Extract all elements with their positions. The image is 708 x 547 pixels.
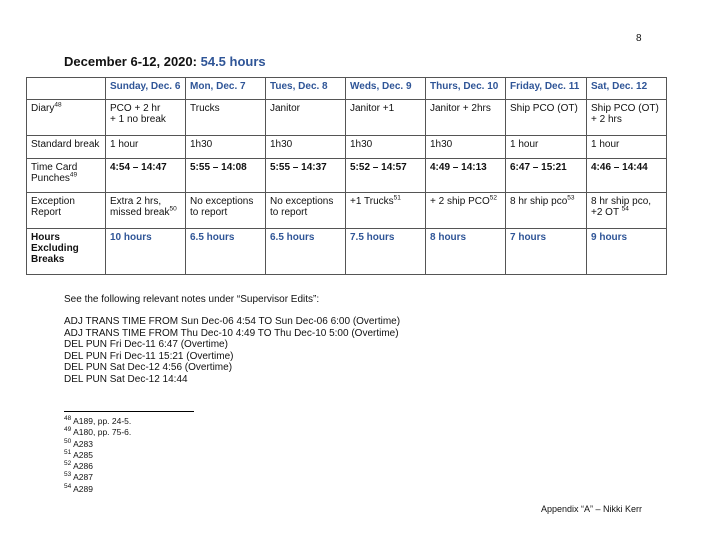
diary-cell: Trucks — [186, 100, 266, 136]
header-row — [27, 78, 667, 100]
footnote — [64, 450, 131, 461]
footnote-number: 48 — [64, 415, 72, 423]
exception-cell — [346, 193, 426, 229]
edit-line: DEL PUN Fri Dec-11 6:47 (Overtime) — [64, 339, 228, 350]
exception-text: 8 hr ship pco, +2 OT — [591, 196, 652, 218]
day-header: Weds, Dec. 9 — [346, 78, 426, 100]
exception-cell — [587, 193, 667, 229]
punch-cell: 5:55 – 14:37 — [266, 159, 346, 193]
weekly-schedule-table — [26, 77, 667, 275]
hours-cell: 6.5 hours — [186, 229, 266, 275]
exception-cell — [426, 193, 506, 229]
footnote — [64, 461, 131, 472]
footnote-ref: 50 — [169, 205, 177, 213]
hours-excluding-breaks-row — [27, 229, 667, 275]
hours-cell: 8 hours — [426, 229, 506, 275]
footnote-number: 50 — [64, 437, 72, 445]
hours-cell: 6.5 hours — [266, 229, 346, 275]
day-header: Friday, Dec. 11 — [506, 78, 587, 100]
exception-text: +1 Trucks — [350, 196, 394, 207]
exception-cell — [506, 193, 587, 229]
edit-line: ADJ TRANS TIME FROM Sun Dec-06 4:54 TO Sun Dec-06 6:00 (Overtime) — [64, 316, 401, 327]
page-number: 8 — [636, 33, 642, 44]
footnote-text: A285 — [73, 449, 93, 460]
page-footer: Appendix “A” – Nikki Kerr — [541, 504, 643, 514]
punch-cell: 4:46 – 14:44 — [587, 159, 667, 193]
footnote-text: A289 — [73, 483, 93, 494]
footnote-ref: 48 — [54, 101, 62, 109]
day-header: Tues, Dec. 8 — [266, 78, 346, 100]
break-cell: 1h30 — [266, 136, 346, 159]
footnote-text: A283 — [73, 438, 93, 449]
footnote — [64, 416, 131, 427]
day-header: Thurs, Dec. 10 — [426, 78, 506, 100]
punch-cell: 5:55 – 14:08 — [186, 159, 266, 193]
diary-cell: Ship PCO (OT) — [506, 100, 587, 136]
heading-total-hours: 54.5 hours — [200, 54, 266, 69]
time-card-row — [27, 159, 667, 193]
standard-break-row — [27, 136, 667, 159]
row-label-text: Time Card Punches — [31, 162, 78, 184]
page-heading — [64, 54, 266, 69]
punch-cell: 4:54 – 14:47 — [106, 159, 186, 193]
edit-line: DEL PUN Sat Dec-12 14:44 — [64, 373, 188, 385]
footnote-text: A286 — [73, 461, 93, 472]
diary-cell: Janitor +1 — [346, 100, 426, 136]
diary-cell: Janitor + 2hrs — [426, 100, 506, 136]
footnote-text: A287 — [73, 472, 93, 483]
hours-cell: 7 hours — [506, 229, 587, 275]
hours-cell: 7.5 hours — [346, 229, 426, 275]
footnote-separator — [64, 411, 194, 412]
row-label: Hours Excluding Breaks — [27, 229, 106, 275]
diary-row — [27, 100, 667, 136]
edit-line: ADJ TRANS TIME FROM Thu Dec-10 4:49 TO Thu Dec-10 5:00 (Overtime) — [64, 327, 399, 339]
diary-cell: Ship PCO (OT) + 2 hrs — [587, 100, 667, 136]
footnotes — [64, 416, 131, 495]
footnote-ref: 51 — [393, 194, 401, 202]
exception-text: No exceptions to report — [270, 196, 334, 218]
exception-text: Extra 2 hrs, missed break — [110, 196, 170, 218]
exception-text: 8 hr ship pco — [510, 196, 568, 207]
edit-line: DEL PUN Fri Dec-11 15:21 (Overtime) — [64, 350, 234, 362]
row-label — [27, 159, 106, 193]
footnote — [64, 484, 131, 495]
break-cell: 1 hour — [587, 136, 667, 159]
row-label: Exception Report — [27, 193, 106, 229]
footnote-text: A180, pp. 75-6. — [73, 427, 132, 438]
footnote-number: 53 — [64, 471, 72, 479]
footnote — [64, 472, 131, 483]
exception-cell — [186, 193, 266, 229]
break-cell: 1h30 — [346, 136, 426, 159]
break-cell: 1h30 — [186, 136, 266, 159]
edit-line: DEL PUN Sat Dec-12 4:56 (Overtime) — [64, 362, 233, 373]
break-cell: 1 hour — [506, 136, 587, 159]
footnote-ref: 53 — [567, 194, 575, 202]
diary-cell: PCO + 2 hr + 1 no break — [106, 100, 186, 136]
punch-cell: 4:49 – 14:13 — [426, 159, 506, 193]
footnote-ref: 52 — [489, 194, 497, 202]
footnote-ref: 49 — [69, 171, 78, 179]
day-header: Mon, Dec. 7 — [186, 78, 266, 100]
supervisor-edits-intro: See the following relevant notes under “Supervisor Edits”: — [64, 294, 320, 305]
supervisor-edits-list — [64, 316, 400, 385]
day-header: Sunday, Dec. 6 — [106, 78, 186, 100]
footnote-number: 54 — [64, 482, 72, 490]
exception-cell — [106, 193, 186, 229]
header-corner-cell — [27, 78, 106, 100]
break-cell: 1 hour — [106, 136, 186, 159]
row-label-text: Diary — [31, 103, 55, 114]
hours-cell: 9 hours — [587, 229, 667, 275]
punch-cell: 6:47 – 15:21 — [506, 159, 587, 193]
footnote-number: 51 — [64, 449, 72, 457]
heading-title: December 6-12, 2020: — [64, 54, 197, 69]
exception-text: No exceptions to report — [190, 196, 254, 218]
footnote-number: 52 — [64, 460, 72, 468]
footnote-text: A189, pp. 24-5. — [73, 416, 132, 426]
footnote-number: 49 — [64, 426, 72, 434]
row-label: Standard break — [27, 136, 106, 159]
exception-text: + 2 ship PCO — [430, 196, 490, 207]
day-header: Sat, Dec. 12 — [587, 78, 667, 100]
break-cell: 1h30 — [426, 136, 506, 159]
row-label — [27, 100, 106, 136]
punch-cell: 5:52 – 14:57 — [346, 159, 426, 193]
footnote-ref: 54 — [621, 205, 629, 213]
footnote — [64, 439, 131, 450]
hours-cell: 10 hours — [106, 229, 186, 275]
footnote — [64, 427, 131, 438]
diary-cell: Janitor — [266, 100, 346, 136]
exception-report-row — [27, 193, 667, 229]
exception-cell — [266, 193, 346, 229]
